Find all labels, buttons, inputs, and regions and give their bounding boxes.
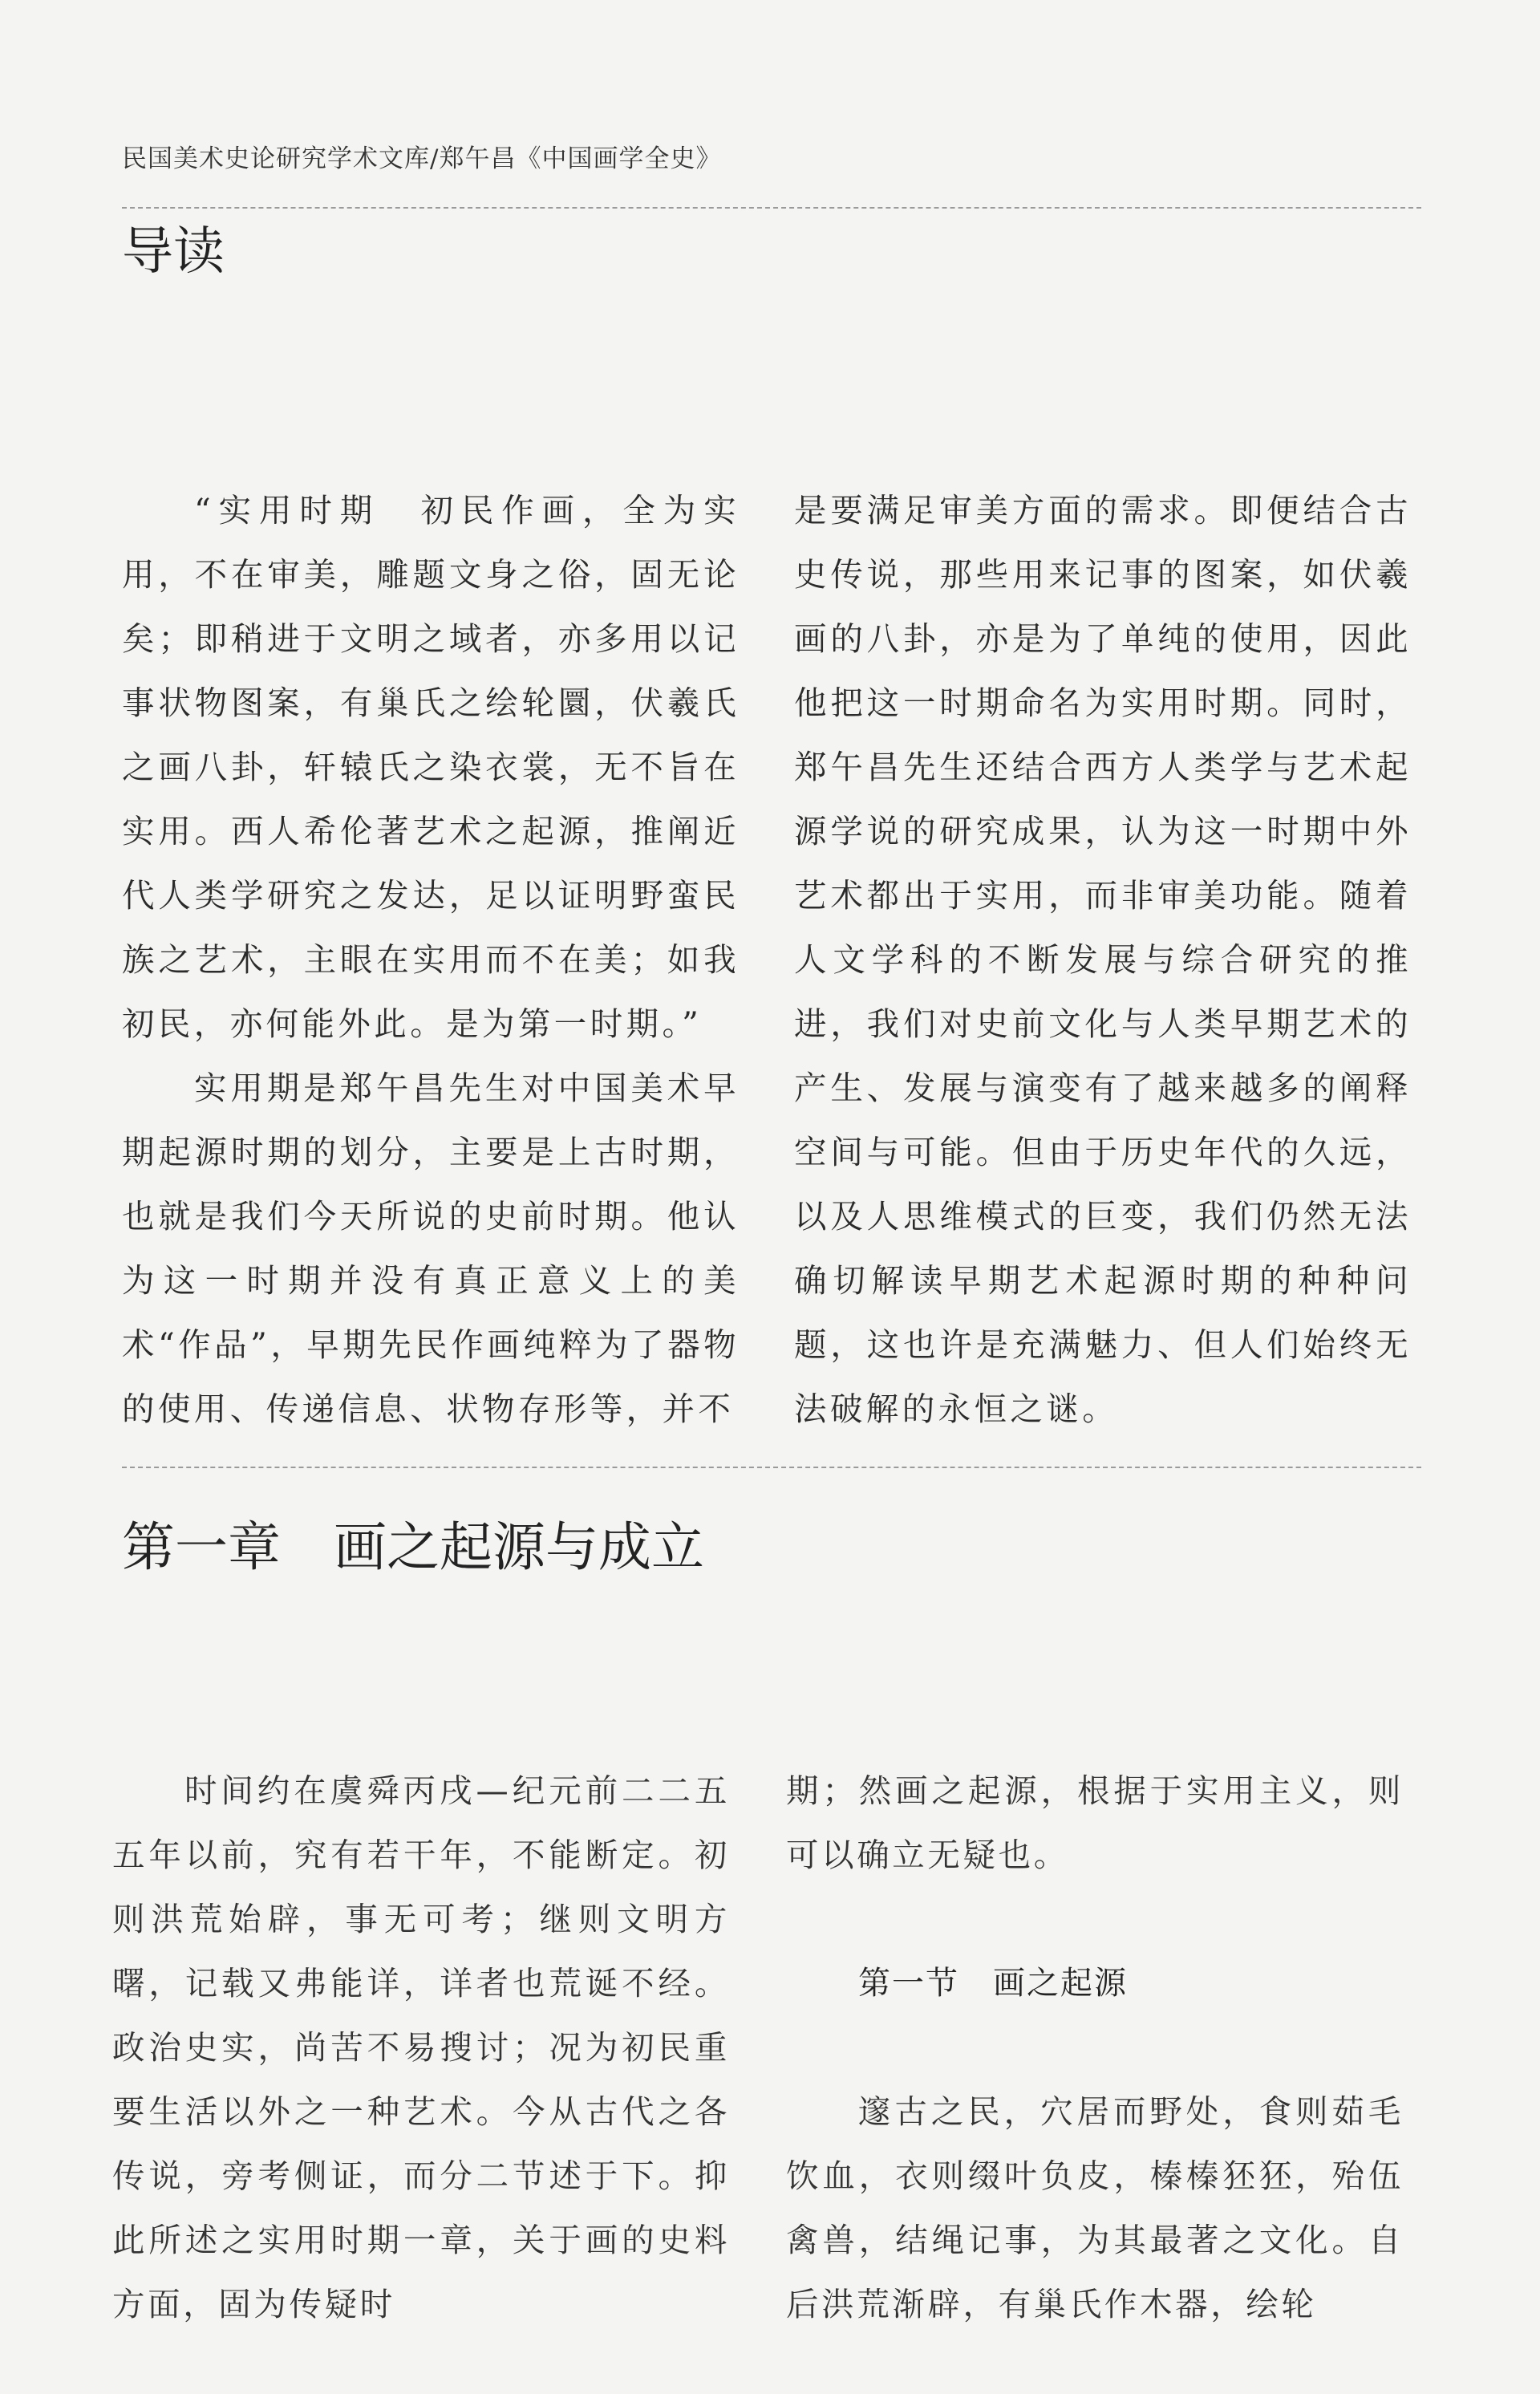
spacer <box>786 1887 1404 1951</box>
divider-chapter <box>122 1467 1421 1468</box>
intro-paragraph-continued: 是要满足审美方面的需求。即便结合古史传说，那些用来记事的图案，如伏羲画的八卦，亦是为了单纯的使用，因此他把这一时期命名为实用时期。同时，郑午昌先生还结合西方人类学与艺术起源学说的研究成果，认为这一时期中外艺术都出于实用，而非审美功能。随着人文学科的不断发展与综合研究的推进，我们对史前文化与人类早期艺术的产生、发展与演变有了越来越多的阐释空间与可能。但由于历史年代的久远，以及人思维模式的巨变，我们仍然无法确切解读早期艺术起源时期的种种问题，这也许是充满魅力、但人们始终无法破解的永恒之谜。 <box>794 491 1412 1428</box>
running-head: 民国美术史论研究学术文库/郑午昌《中国画学全史》 <box>122 144 722 173</box>
intro-right-column <box>794 478 1412 1441</box>
spacer <box>786 2015 1404 2080</box>
chapter-paragraph-continued: 期；然画之起源，根据于实用主义，则可以确立无疑也。 <box>786 1771 1404 1874</box>
intro-left-column <box>122 478 740 1441</box>
divider-top <box>122 207 1421 209</box>
intro-title: 导读 <box>122 222 225 282</box>
intro-paragraph: 实用期是郑午昌先生对中国美术早期起源时期的划分，主要是上古时期，也就是我们今天所说的史前时期。他认为这一时期并没有真正意义上的美术“作品”，早期先民作画纯粹为了器物的使用、传递信息、状物存形等，并不 <box>122 1069 740 1428</box>
chapter-left-column <box>112 1759 730 2336</box>
chapter-title: 第一章 画之起源与成立 <box>122 1516 704 1578</box>
chapter-paragraph: 时间约在虞舜丙戌—纪元前二二五五年以前，究有若干年，不能断定。初则洪荒始辟，事无可考；继则文明方曙，记载又弗能详，详者也荒诞不经。政治史实，尚苦不易搜讨；况为初民重要生活以外之一种艺术。今从古代之各传说，旁考侧证，而分二节述于下。抑此所述之实用时期一章，关于画的史料方面，固为传疑时 <box>112 1771 730 2323</box>
section-heading: 第一节 画之起源 <box>858 1965 1128 2002</box>
chapter-right-column <box>786 1759 1404 2336</box>
intro-quote-paragraph: “实用时期 初民作画，全为实用，不在审美，雕题文身之俗，固无论矣；即稍进于文明之域者，亦多用以记事状物图案，有巢氏之绘轮圜，伏羲氏之画八卦，轩辕氏之染衣裳，无不旨在实用。西人希伦著艺术之起源，推阐近代人类学研究之发达，足以证明野蛮民族之艺术，主眼在实用而不在美；如我初民，亦何能外此。是为第一时期。” <box>122 491 740 1043</box>
section-paragraph: 邃古之民，穴居而野处，食则茹毛饮血，衣则缀叶负皮，榛榛狉狉，殆伍禽兽，结绳记事，为其最著之文化。自后洪荒渐辟，有巢氏作木器，绘轮 <box>786 2092 1404 2323</box>
